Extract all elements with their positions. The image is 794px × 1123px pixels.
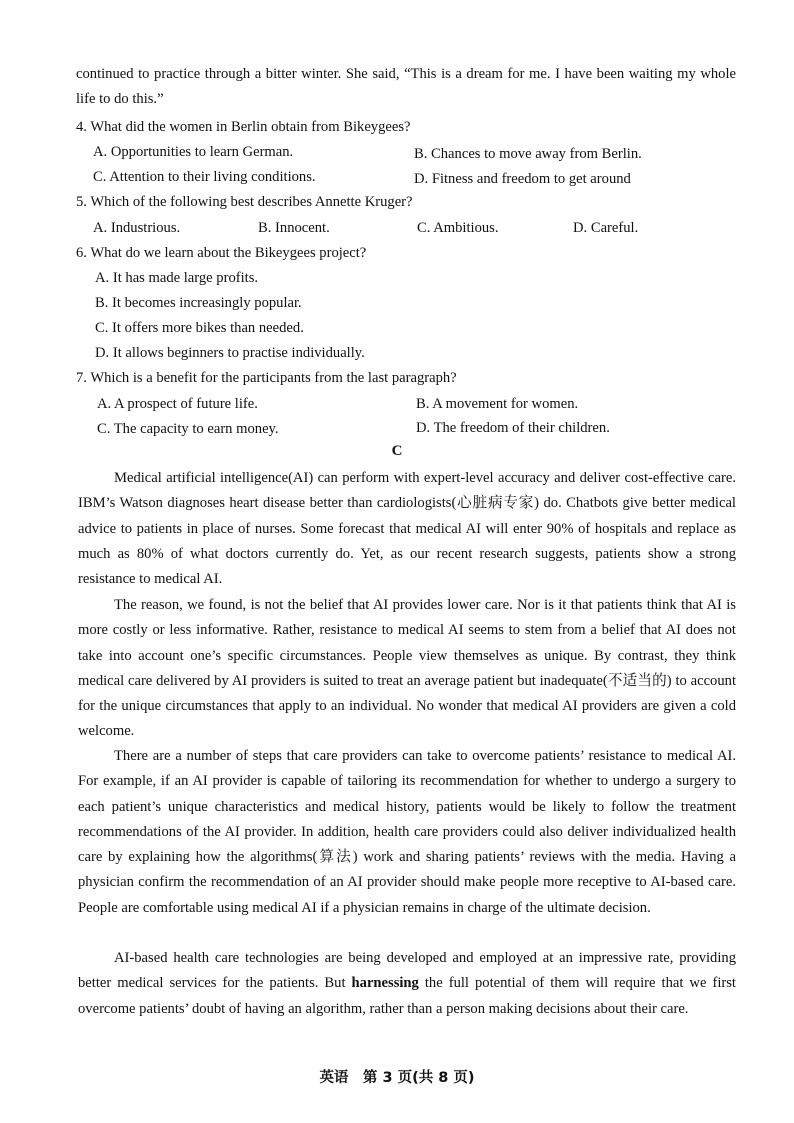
question-7-option-c: C. The capacity to earn money. (97, 421, 279, 437)
question-5-option-a: A. Industrious. (93, 220, 181, 236)
question-5-option-d: D. Careful. (573, 220, 639, 236)
question-5-option-b: B. Innocent. (258, 220, 330, 236)
passage-paragraph-1: Medical artificial intelligence(AI) can perform with expert-level accuracy and deliver cost-effective care. IBM’s Watson diagnoses heart disease better than cardiologists(心脏病专家) do. Chatbots give better medical advice to patients in place of nurses. Some forecast that medical AI will enter 90% of hospitals and replace as much as 80% of what doctors currently do. Yet, as our recent research suggests, patients show a strong resistance to medical AI. (78, 470, 736, 588)
paragraph-4-text-end: the full potential of them will require that we first overcome patients’ doubt of having an algorithm, rather than a person making decisions about their care. (78, 975, 736, 1017)
harnessing-keyword: harnessing (351, 975, 419, 992)
page-footer: 英语 第 3 页(共 8 页) (319, 1070, 475, 1086)
question-4-stem: 4. What did the women in Berlin obtain from Bikeygees? (76, 119, 411, 135)
question-7-option-b: B. A movement for women. (416, 396, 579, 412)
question-4-option-d: D. Fitness and freedom to get around (414, 171, 631, 187)
question-7-option-d: D. The freedom of their children. (416, 420, 610, 436)
question-6-stem: 6. What do we learn about the Bikeygees project? (76, 245, 367, 261)
intro-text: continued to practice through a bitter winter. She said, “This is a dream for me. I have been waiting my whole life to do this.” (76, 66, 736, 108)
question-7-stem: 7. Which is a benefit for the participants from the last paragraph? (76, 370, 457, 386)
question-6-option-d: D. It allows beginners to practise individually. (95, 345, 365, 361)
question-6-option-c: C. It offers more bikes than needed. (95, 320, 304, 336)
section-label: C (391, 443, 403, 459)
question-6-option-b: B. It becomes increasingly popular. (95, 295, 302, 311)
question-7-option-a: A. A prospect of future life. (97, 396, 258, 412)
question-4-option-a: A. Opportunities to learn German. (93, 144, 294, 160)
question-4-option-b: B. Chances to move away from Berlin. (414, 146, 642, 162)
passage-paragraph-2: The reason, we found, is not the belief that AI provides lower care. Nor is it that patients think that AI is more costly or less informative. Rather, resistance to medical AI seems to stem from a belief that AI does not take into account one’s specific circumstances. People view themselves as unique. By contrast, they think medical care delivered by AI providers is suited to treat an average patient but inadequate(不适当的) to account for the unique circumstances that apply to an individual. No wonder that medical AI providers are given a cold welcome. (78, 597, 736, 740)
paragraph-4-text-start: AI-based health care technologies are being developed and employed at an impressive rate, providing better medical services for the patients. But (78, 950, 736, 992)
question-4-option-c: C. Attention to their living conditions. (93, 169, 316, 185)
question-5-stem: 5. Which of the following best describes Annette Kruger? (76, 194, 413, 210)
question-5-option-c: C. Ambitious. (417, 220, 499, 236)
question-6-option-a: A. It has made large profits. (95, 270, 259, 286)
passage-paragraph-4 (78, 946, 736, 1022)
passage-paragraph-3: There are a number of steps that care providers can take to overcome patients’ resistance to medical AI. For example, if an AI provider is capable of tailoring its recommendation for whether to undergo a surgery to each patient’s unique characteristics and medical history, patients would be likely to follow the treatment recommendations of the AI provider. In addition, health care providers could also deliver individualized health care by explaining how the algorithms(算法) work and sharing patients’ reviews with the media. Having a physician confirm the recommendation of an AI provider should make people more receptive to AI-based care. People are comfortable using medical AI if a physician remains in charge of the ultimate decision. (78, 748, 736, 916)
